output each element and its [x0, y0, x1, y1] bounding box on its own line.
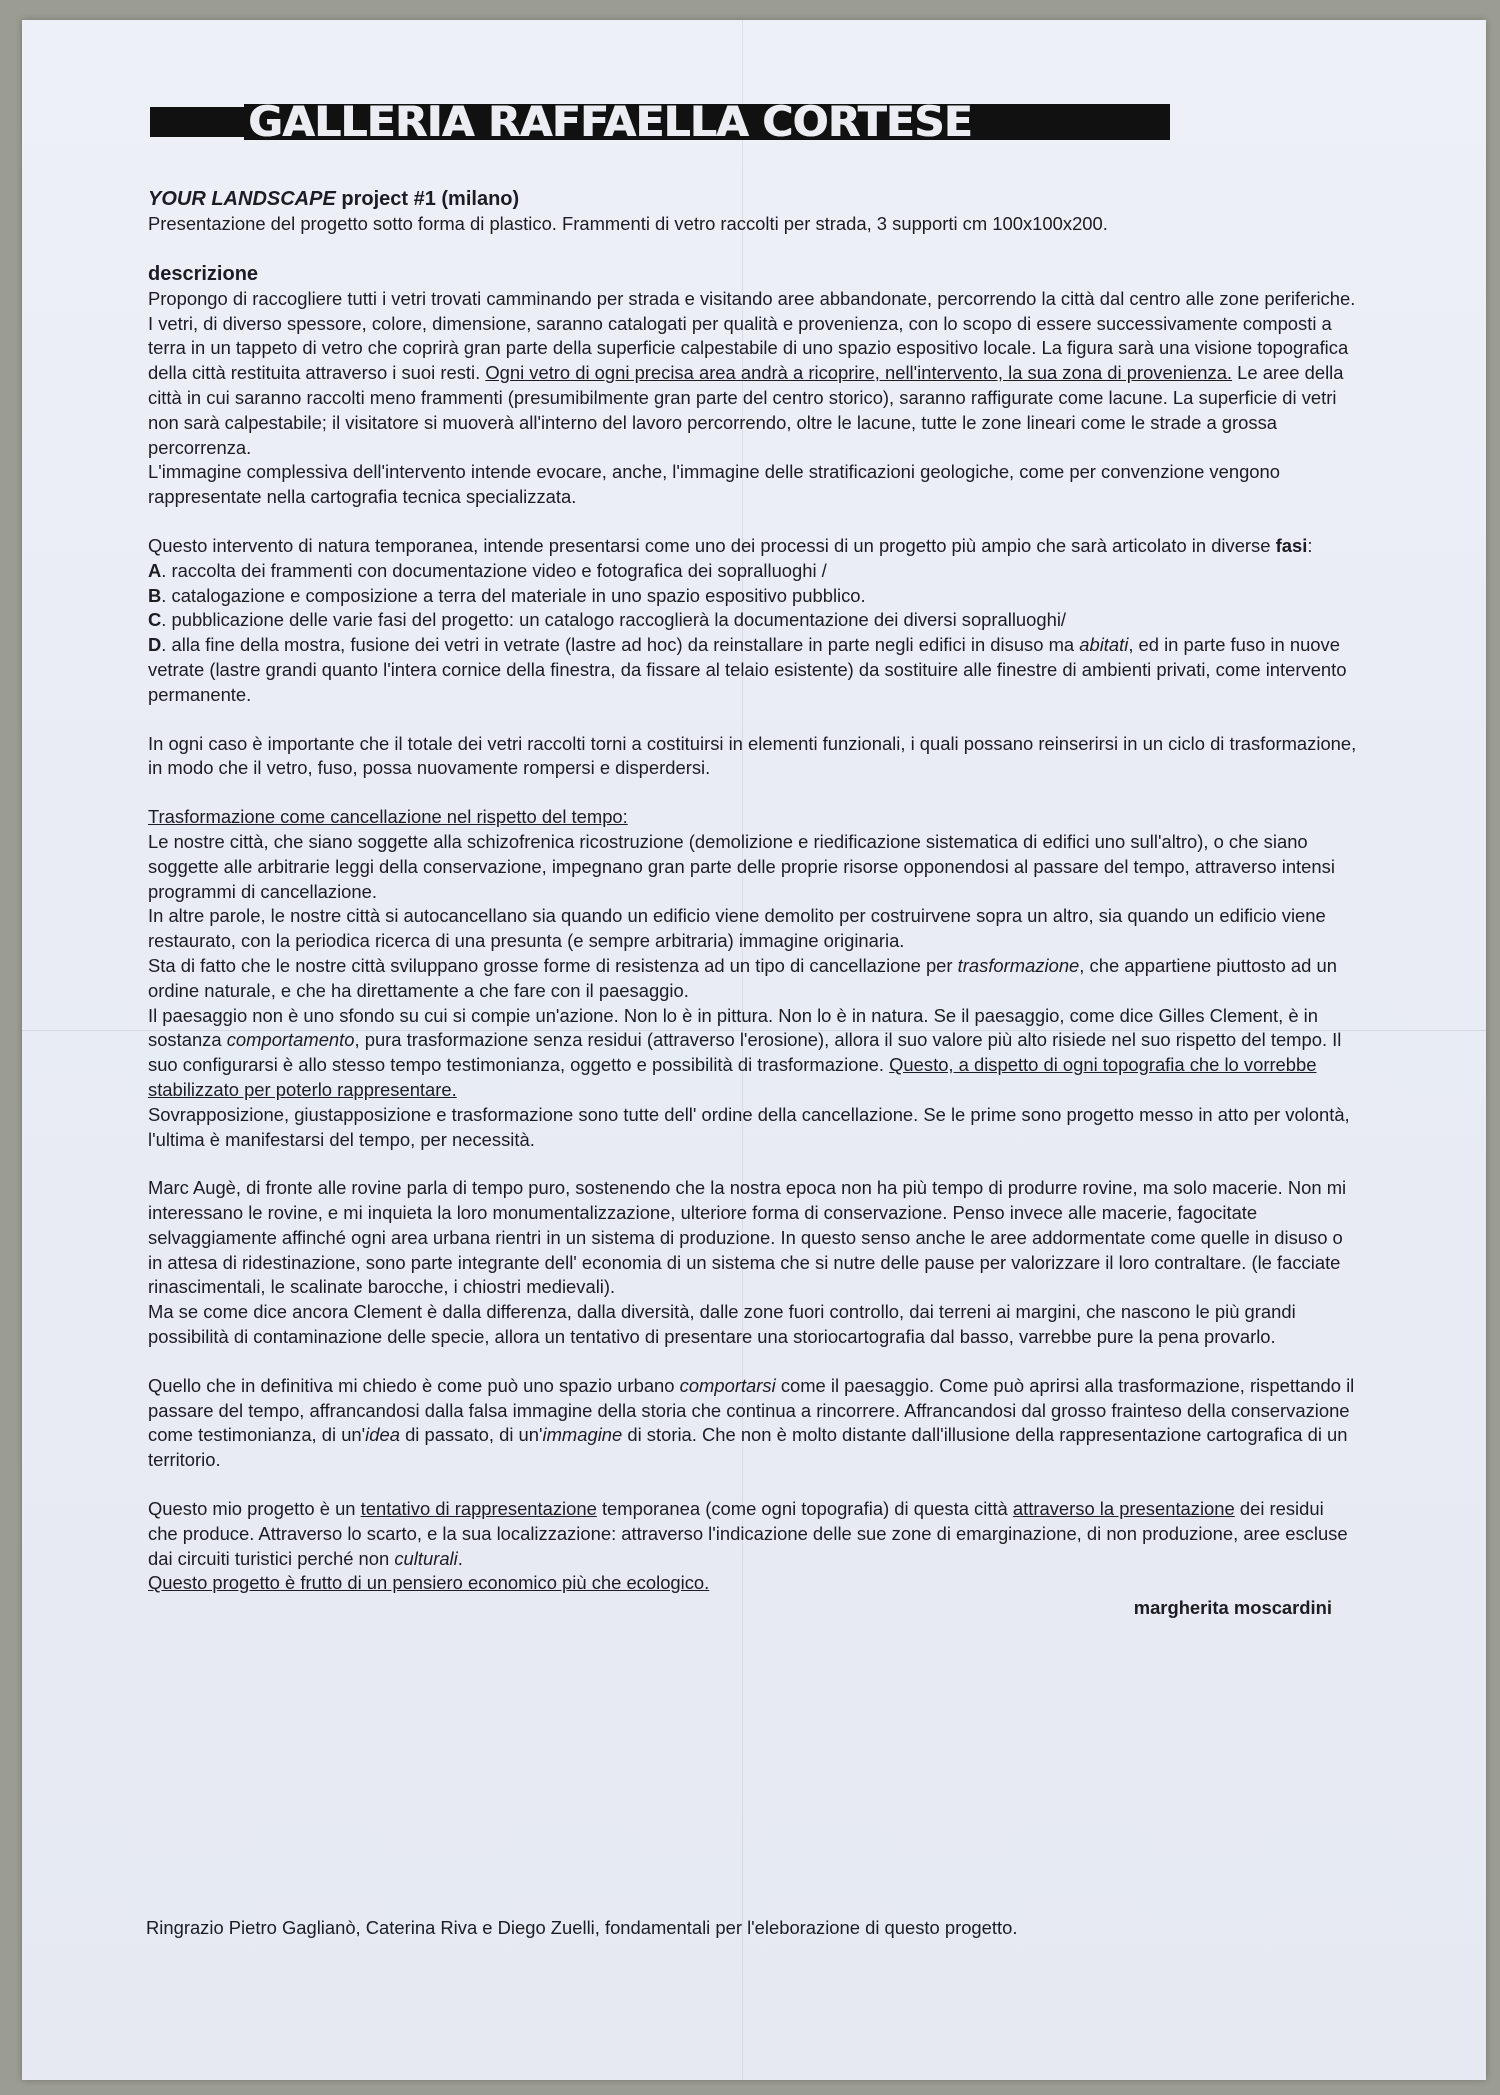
- project-title: YOUR LANDSCAPE project #1 (milano): [148, 188, 520, 210]
- fase-c: C. pubblicazione delle varie fasi del progetto: un catalogo raccoglierà la documentazione dei diversi sopralluoghi/: [148, 609, 1067, 631]
- definitiva-paragraph: Quello che in definitiva mi chiedo è come può uno spazio urbano comportarsi come il paesaggio. Come può aprirsi alla trasformazione, rispettando il passare del tempo, affrancandosi dalla falsa immagine della storia che continua a rincorrere. Affrancandosi dal grosso frainteso della conservazione come testimonianza, di un'idea di passato, di un'immagine di storia. Che non è molto distante dall'illusione della rappresentazione cartografica di un territorio.: [148, 1374, 1355, 1471]
- trasformazione-p2: In altre parole, le nostre città si autocancellano sia quando un edificio viene demolito per costruirvene sopra un altro, sia quando un edificio viene restaurato, con la periodica ricerca di una presunta (e sempre arbitraria) immagine originaria.: [148, 905, 1326, 952]
- document-body: [148, 186, 1358, 1621]
- descrizione-heading: descrizione: [148, 262, 259, 285]
- trasformazione-p4: Il paesaggio non è uno sfondo su cui si compie un'azione. Non lo è in pittura. Non lo è in natura. Se il paesaggio, come dice Gilles Clement, è in sostanza comportamento, pura trasformazione senza residui (attraverso l'erosione), allora il suo valore più alto risiede nel suo rispetto del tempo. Il suo configurarsi è allo stesso tempo testimonianza, oggetto e possibilità di trasformazione. Questo, a dispetto di ogni topografia che lo vorrebbe stabilizzato per poterlo rappresentare.: [148, 1004, 1342, 1100]
- trasformazione-p3: Sta di fatto che le nostre città sviluppano grosse forme di resistenza ad un tipo di cancellazione per trasformazione, che appartiene piuttosto ad un ordine naturale, e che ha direttamente a che fare con il paesaggio.: [148, 954, 1337, 1001]
- ogni-caso-paragraph: In ogni caso è importante che il totale dei vetri raccolti torni a costituirsi in elementi funzionali, i quali possano reinserirsi in un ciclo di trasformazione, in modo che il vetro, fuso, possa nuovamente rompersi e disperdersi.: [148, 732, 1357, 779]
- signature: margherita moscardini: [1133, 1597, 1332, 1619]
- gallery-name: GALLERIA RAFFAELLA CORTESE: [244, 104, 1170, 140]
- descrizione-p2: I vetri, di diverso spessore, colore, dimensione, saranno catalogati per qualità e provenienza, con lo scopo di essere successivamente composti a terra in un tappeto di vetro che coprirà gran parte della superficie calpestabile di uno spazio espositivo locale. La figura sarà una visione topografica della città restituita attraverso i suoi resti. Ogni vetro di ogni precisa area andrà a ricoprire, nell'intervento, la sua zona di provenienza. Le aree della città in cui saranno raccolti meno frammenti (presumibilmente gran parte del centro storico), saranno raffigurate come lacune. La superficie di vetri non sarà calpestabile; il visitatore si muoverà all'interno del lavoro percorrendo, oltre le lacune, tutte le zone lineari come le strade a grossa percorrenza.: [148, 312, 1349, 458]
- auge-p1: Marc Augè, di fronte alle rovine parla di tempo puro, sostenendo che la nostra epoca non ha più tempo di produrre rovine, ma solo macerie. Non mi interessano le rovine, e mi inquieta la loro monumentalizzazione, ulteriore forma di conservazione. Penso invece alle macerie, fagocitate selvaggiamente affinché ogni area urbana rientri in un sistema di produzione. In questo senso anche le aree addormentate come quelle in disuso o in attesa di ridestinazione, sono parte integrante dell' economia di un sistema che si nutre delle pause per valorizzare il loro contraltare. (le facciate rinascimentali, le scalinate barocche, i chiostri medievali).: [148, 1177, 1347, 1298]
- trasformazione-p5: Sovrapposizione, giustapposizione e trasformazione sono tutte dell' ordine della cancellazione. Se le prime sono progetto messo in atto per volontà, l'ultima è manifestarsi del tempo, per necessità.: [148, 1103, 1350, 1150]
- acknowledgements: Ringrazio Pietro Gaglianò, Caterina Riva e Diego Zuelli, fondamentali per l'eleborazione di questo progetto.: [146, 1917, 1018, 1938]
- project-subtitle: Presentazione del progetto sotto forma di plastico. Frammenti di vetro raccolti per strada, 3 supporti cm 100x100x200.: [148, 213, 1108, 234]
- logo-bar: [150, 107, 246, 137]
- fasi-intro: Questo intervento di natura temporanea, intende presentarsi come uno dei processi di un progetto più ampio che sarà articolato in diverse fasi:: [148, 534, 1313, 556]
- fase-a: A. raccolta dei frammenti con documentazione video e fotografica dei sopralluoghi /: [148, 559, 827, 581]
- descrizione-p1: Propongo di raccogliere tutti i vetri trovati camminando per strada e visitando aree abbandonate, percorrendo la città dal centro alle zone periferiche.: [148, 287, 1356, 309]
- trasformazione-heading: Trasformazione come cancellazione nel rispetto del tempo:: [148, 806, 628, 828]
- progetto-paragraph: Questo mio progetto è un tentativo di rappresentazione temporanea (come ogni topografia) di questa città attraverso la presentazione dei residui che produce. Attraverso lo scarto, e la sua localizzazione: attraverso l'indicazione delle sue zone di emarginazione, di non produzione, aree escluse dai circuiti turistici perché non culturali.: [148, 1498, 1348, 1569]
- trasformazione-p1: Le nostre città, che siano soggette alla schizofrenica ricostruzione (demolizione e riedificazione sistematica di edifici uno sull'altro), o che siano soggette alle arbitrarie leggi della conservazione, impegnano gran parte delle proprie risorse opponendosi al passare del tempo, attraverso intensi programmi di cancellazione.: [148, 830, 1335, 902]
- progetto-closing: Questo progetto è frutto di un pensiero economico più che ecologico.: [148, 1572, 710, 1594]
- fase-d: D. alla fine della mostra, fusione dei vetri in vetrate (lastre ad hoc) da reinstallare in parte negli edifici in disuso ma abitati, ed in parte fuso in nuove vetrate (lastre grandi quanto l'intera cornice della finestra, da fissare al telaio esistente) da sostituire alle finestre di ambienti privati, come intervento permanente.: [148, 634, 1347, 705]
- fase-b: B. catalogazione e composizione a terra del materiale in uno spazio espositivo pubblico.: [148, 584, 866, 606]
- descrizione-p3: L'immagine complessiva dell'intervento intende evocare, anche, l'immagine delle stratificazioni geologiche, come per convenzione vengono rappresentate nella cartografia tecnica specializzata.: [148, 461, 1280, 508]
- gallery-logo: [150, 104, 1170, 140]
- auge-p2: Ma se come dice ancora Clement è dalla differenza, dalla diversità, dalle zone fuori controllo, dai terreni ai margini, che nascono le più grandi possibilità di contaminazione delle specie, allora un tentativo di presentare una storiocartografia dal basso, varrebbe pure la pena provarlo.: [148, 1301, 1296, 1348]
